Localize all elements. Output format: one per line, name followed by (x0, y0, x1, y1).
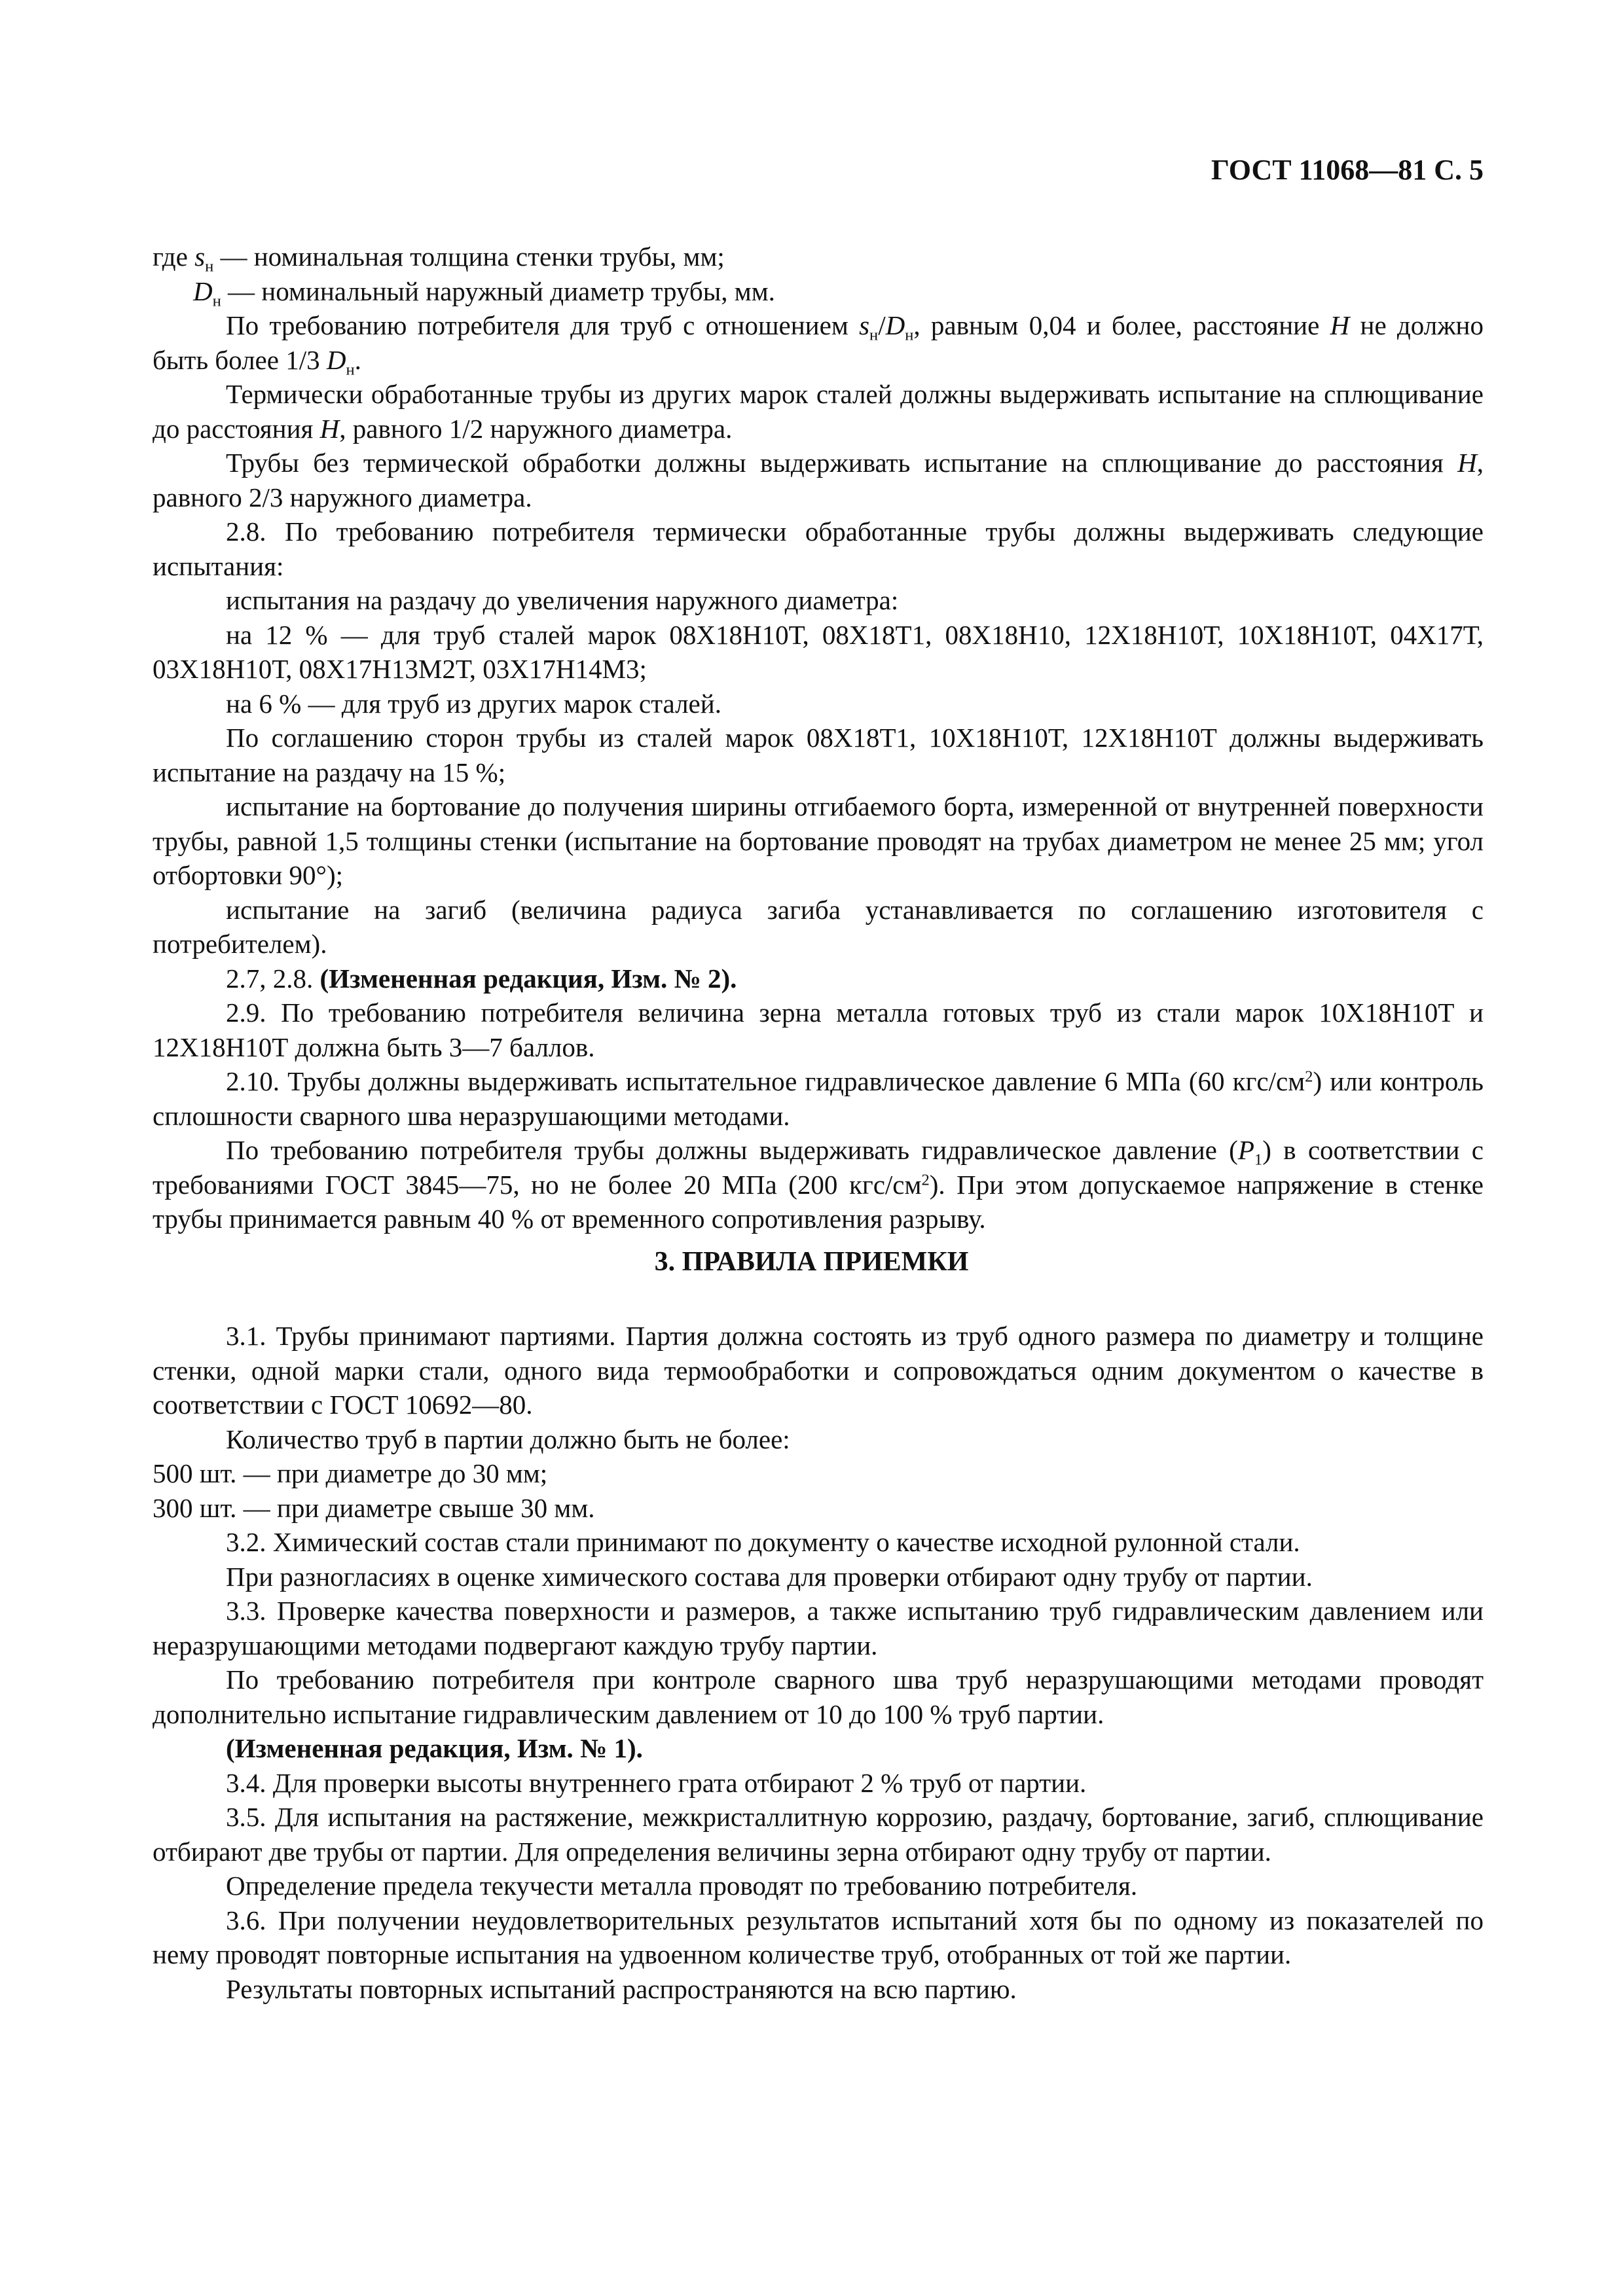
list-item: 300 шт. — при диаметре свыше 30 мм. (153, 1492, 595, 1523)
paragraph: Определение предела текучести металла проводят по требованию потребителя. (226, 1871, 1138, 1901)
definition-line-s: где $s_н$ — номинальная толщина стенки трубы, мм; (153, 242, 725, 276)
paragraph: 3.2. Химический состав стали принимают по документу о качестве исходной рулонной стали. (226, 1527, 1300, 1557)
section-title: 3. ПРАВИЛА ПРИЕМКИ (654, 1247, 969, 1277)
paragraph: По требованию потребителя трубы должны выдерживать гидравлическое давление $(P_1)$ в соответствии с требованиями ГОСТ 3845—75, но не более 20 МПа (200 кгс/$см^2$). При этом допускаемое напряжение в стенке трубы принимается равным 40 % от временного сопротивления разрыву. (153, 1135, 1484, 1234)
paragraph: По требованию потребителя при контроле сварного шва труб неразрушающими методами проводят дополнительно испытание гидравлическим давлением от 10 до 100 % труб партии. (153, 1664, 1484, 1729)
paragraph: Количество труб в партии должно быть не более: (226, 1424, 790, 1454)
amendment-note: (Измененная редакция, Изм. № 1). (226, 1733, 643, 1763)
paragraph: 2.8. По требованию потребителя термически обработанные трубы должны выдерживать следующие испытания: (153, 516, 1484, 581)
paragraph: При разногласиях в оценке химического состава для проверки отбирают одну трубу от партии. (226, 1561, 1313, 1592)
paragraph: Результаты повторных испытаний распространяются на всю партию. (226, 1973, 1017, 2004)
section-3 (153, 1319, 1484, 2006)
paragraph: 2.9. По требованию потребителя величина зерна металла готовых труб из стали марок 10Х18Н10Т и 12Х18Н10Т должна быть 3—7 баллов. (153, 997, 1484, 1062)
paragraph: 3.4. Для проверки высоты внутреннего грата отбирают 2 % труб от партии. (226, 1767, 1087, 1798)
amendment-note: 2.7, 2.8. (Измененная редакция, Изм. № 2). (226, 963, 737, 994)
paragraph: По требованию потребителя для труб с отношением $s_н/D_н$, равным 0,04 и более, расстояние H не должно быть более 1/3 $D_н$. (153, 310, 1484, 379)
paragraph: 3.3. Проверке качества поверхности и размеров, а также испытанию труб гидравлическим давлением или неразрушающими методами подвергают каждую трубу партии. (153, 1596, 1484, 1660)
paragraph: испытание на загиб (величина радиуса загиба устанавливается по соглашению изготовителя с потребителем). (153, 894, 1484, 959)
paragraph: 3.1. Трубы принимают партиями. Партия должна состоять из труб одного размера по диаметру и толщине стенки, одной марки стали, одного вида термообработки и сопровождаться одним документом о качестве в соответствии с ГОСТ 10692—80. (153, 1321, 1484, 1420)
paragraph: 2.10. Трубы должны выдерживать испытательное гидравлическое давление 6 МПа (60 кгс/$см^2$) или контроль сплошности сварного шва неразрушающими методами. (153, 1066, 1484, 1131)
paragraph: 3.5. Для испытания на растяжение, межкристаллитную коррозию, раздачу, бортование, загиб, сплющивание отбирают две трубы от партии. Для определения величины зерна отбирают одну трубу от партии. (153, 1802, 1484, 1867)
paragraph: испытание на бортование до получения ширины отгибаемого борта, измеренной от внутренней поверхности трубы, равной 1,5 толщины стенки (испытание на бортование проводят на трубах диаметром не менее 25 мм; угол отбортовки 90°); (153, 791, 1484, 890)
paragraph: на 6 % — для труб из других марок сталей. (226, 688, 721, 719)
section-2-continuation (153, 240, 1484, 1236)
paragraph: 3.6. При получении неудовлетворительных результатов испытаний хотя бы по одному из показателей по нему проводят повторные испытания на удвоенном количестве труб, отобранных от той же партии. (153, 1905, 1484, 1969)
definition-line-d: $D_н$ — номинальный наружный диаметр трубы, мм. (193, 276, 775, 310)
paragraph: испытания на раздачу до увеличения наружного диаметра: (226, 585, 899, 615)
paragraph: Трубы без термической обработки должны выдерживать испытание на сплющивание до расстояния H, равного 2/3 наружного диаметра. (153, 448, 1484, 512)
paragraph: на 12 % — для труб сталей марок 08Х18Н10Т, 08Х18Т1, 08Х18Н10, 12Х18Н10Т, 10Х18Н10Т, 04Х17Т, 03Х18Н10Т, 08Х17Н13М2Т, 03Х17Н14М3; (153, 619, 1484, 684)
page-header: ГОСТ 11068—81 С. 5 (1211, 154, 1484, 186)
list-item: 500 шт. — при диаметре до 30 мм; (153, 1458, 548, 1488)
paragraph: По соглашению сторон трубы из сталей марок 08Х18Т1, 10Х18Н10Т, 12Х18Н10Т должны выдерживать испытание на раздачу на 15 %; (153, 723, 1484, 787)
paragraph: Термически обработанные трубы из других марок сталей должны выдерживать испытание на сплющивание до расстояния H, равного 1/2 наружного диаметра. (153, 379, 1484, 444)
